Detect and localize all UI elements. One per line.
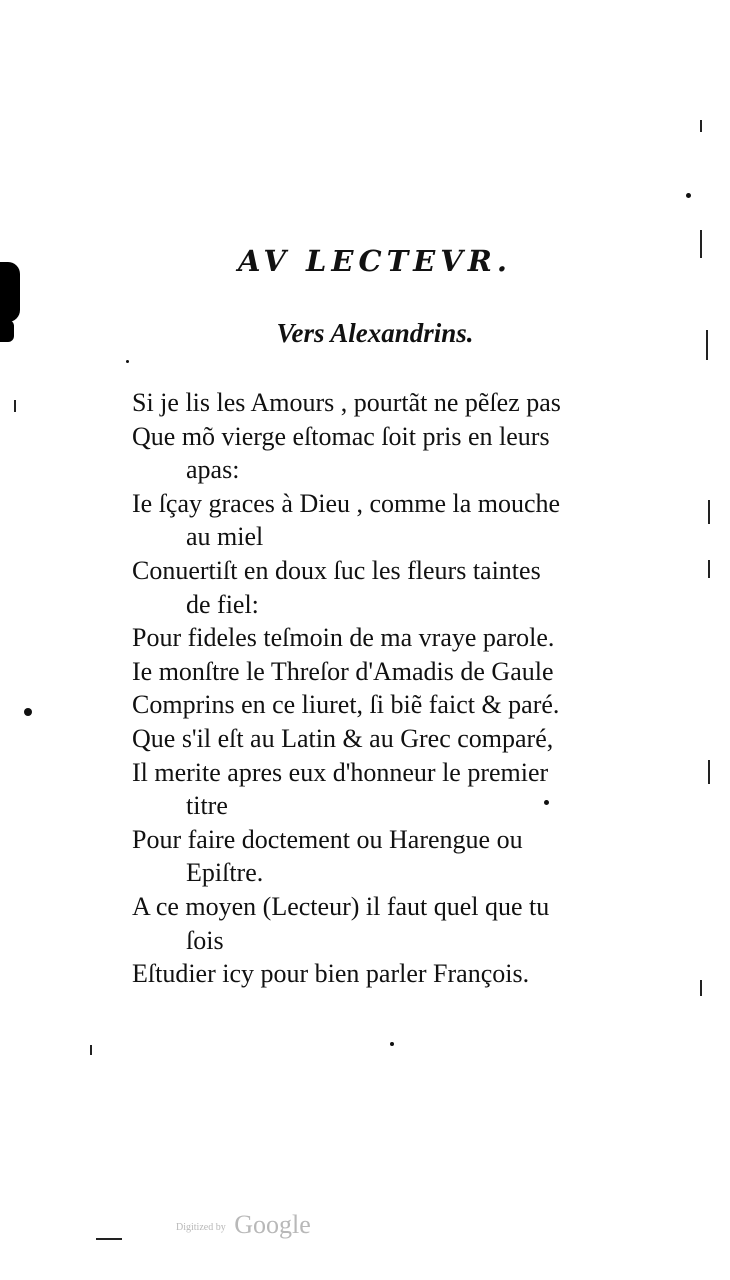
poem-line-continuation: apas: — [186, 455, 240, 485]
poem-line: Pour faire doctement ou Harengue ou — [132, 824, 523, 854]
poem-line: Il merite apres eux d'honneur le premier — [132, 757, 549, 787]
poem-line: Pour fideles teſmoin de ma vraye parole. — [132, 623, 555, 653]
edge-mark — [708, 500, 710, 524]
google-watermark — [176, 1210, 311, 1240]
edge-mark — [708, 760, 710, 784]
ink-speck — [686, 193, 691, 198]
poem-line: Eſtudier icy pour bien parler François. — [132, 959, 530, 989]
poem-line-continuation: de fiel: — [186, 589, 259, 619]
watermark-brand: Google — [234, 1210, 311, 1239]
watermark-prefix: Digitized by — [176, 1221, 226, 1233]
edge-mark — [700, 980, 702, 996]
poem-line-continuation: Epiſtre. — [186, 858, 264, 888]
edge-mark — [700, 120, 702, 132]
poem-line: Que s'il eſt au Latin & au Grec comparé, — [132, 723, 554, 753]
page-heading: AV LECTEVR. — [238, 244, 512, 278]
bottom-dash — [96, 1238, 122, 1240]
poem-line: Comprins en ce liuret, ſi biẽ faict & paré. — [132, 690, 560, 720]
poem-line: Si je lis les Amours , pourtãt ne pẽſez pas — [132, 388, 561, 417]
poem-line: Ie ſçay graces à Dieu , comme la mouche — [132, 488, 561, 518]
poem-line: Ie monſtre le Threſor d'Amadis de Gaule — [132, 656, 554, 686]
poem-text — [132, 386, 652, 991]
poem-line-continuation: au miel — [186, 522, 264, 552]
ink-speck — [24, 708, 32, 716]
poem-line: Que mõ vierge eſtomac ſoit pris en leurs — [132, 421, 550, 451]
ink-speck — [390, 1042, 394, 1046]
edge-mark — [90, 1045, 92, 1055]
edge-mark — [708, 560, 710, 578]
page-subheading: Vers Alexandrins. — [276, 318, 474, 348]
ink-speck — [126, 360, 129, 363]
poem-line: A ce moyen (Lecteur) il faut quel que tu — [132, 891, 550, 921]
poem-line: Conuertiſt en doux ſuc les fleurs taintes — [132, 555, 541, 585]
poem-line-continuation: titre — [186, 791, 228, 821]
poem-line-continuation: ſois — [186, 925, 224, 955]
edge-mark — [14, 400, 16, 412]
